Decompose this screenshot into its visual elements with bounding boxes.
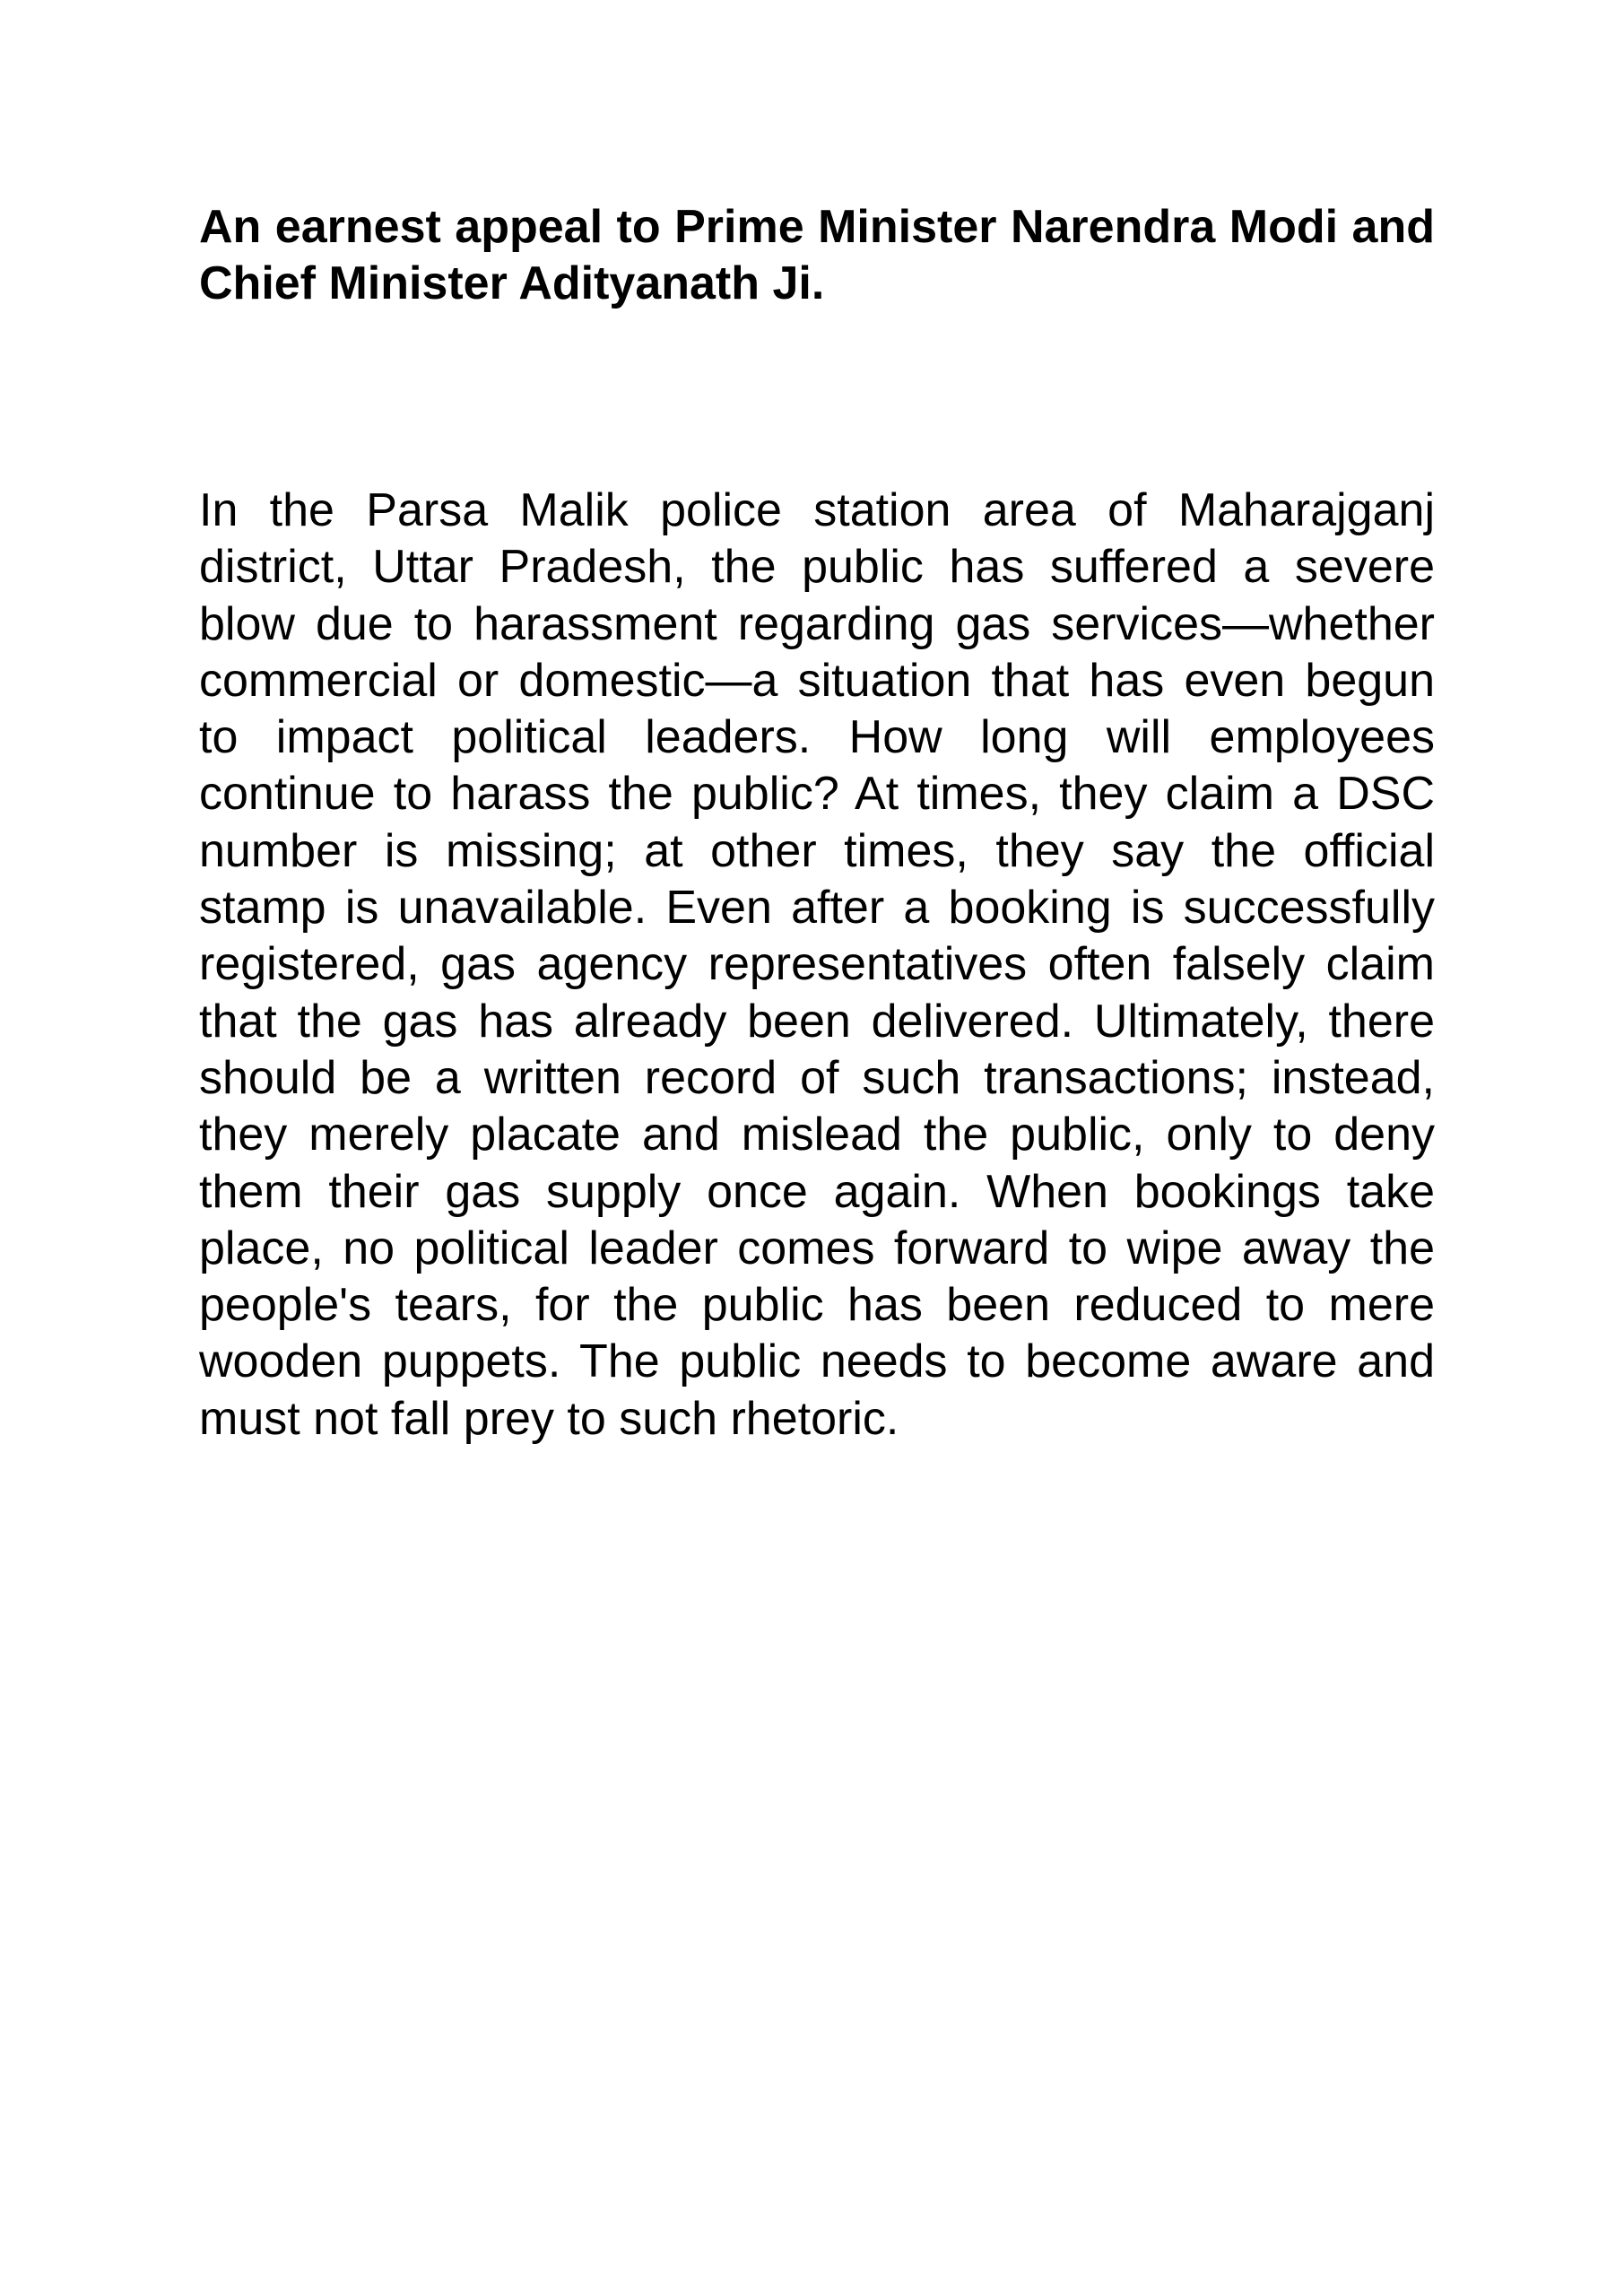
document-title: An earnest appeal to Prime Minister Narendra Modi and Chief Minister Adityanath Ji. [199,201,1435,309]
document-body-paragraph: In the Parsa Malik police station area of Maharajganj district, Uttar Pradesh, the public has suffered a severe blow due to harassment regarding gas services—whether commercial or domestic—a situation that has even begun to impact political leaders. How long will employees continue to harass the public? At times, they claim a DSC number is missing; at other times, they say the official stamp is unavailable. Even after a booking is successfully registered, gas agency representatives often falsely claim that the gas has already been delivered. Ultimately, there should be a written record of such transactions; instead, they merely placate and mislead the public, only to deny them their gas supply once again. When bookings take place, no political leader comes forward to wipe away the people's tears, for the public has been reduced to mere wooden puppets. The public needs to become aware and must not fall prey to such rhetoric. [199,484,1435,1445]
